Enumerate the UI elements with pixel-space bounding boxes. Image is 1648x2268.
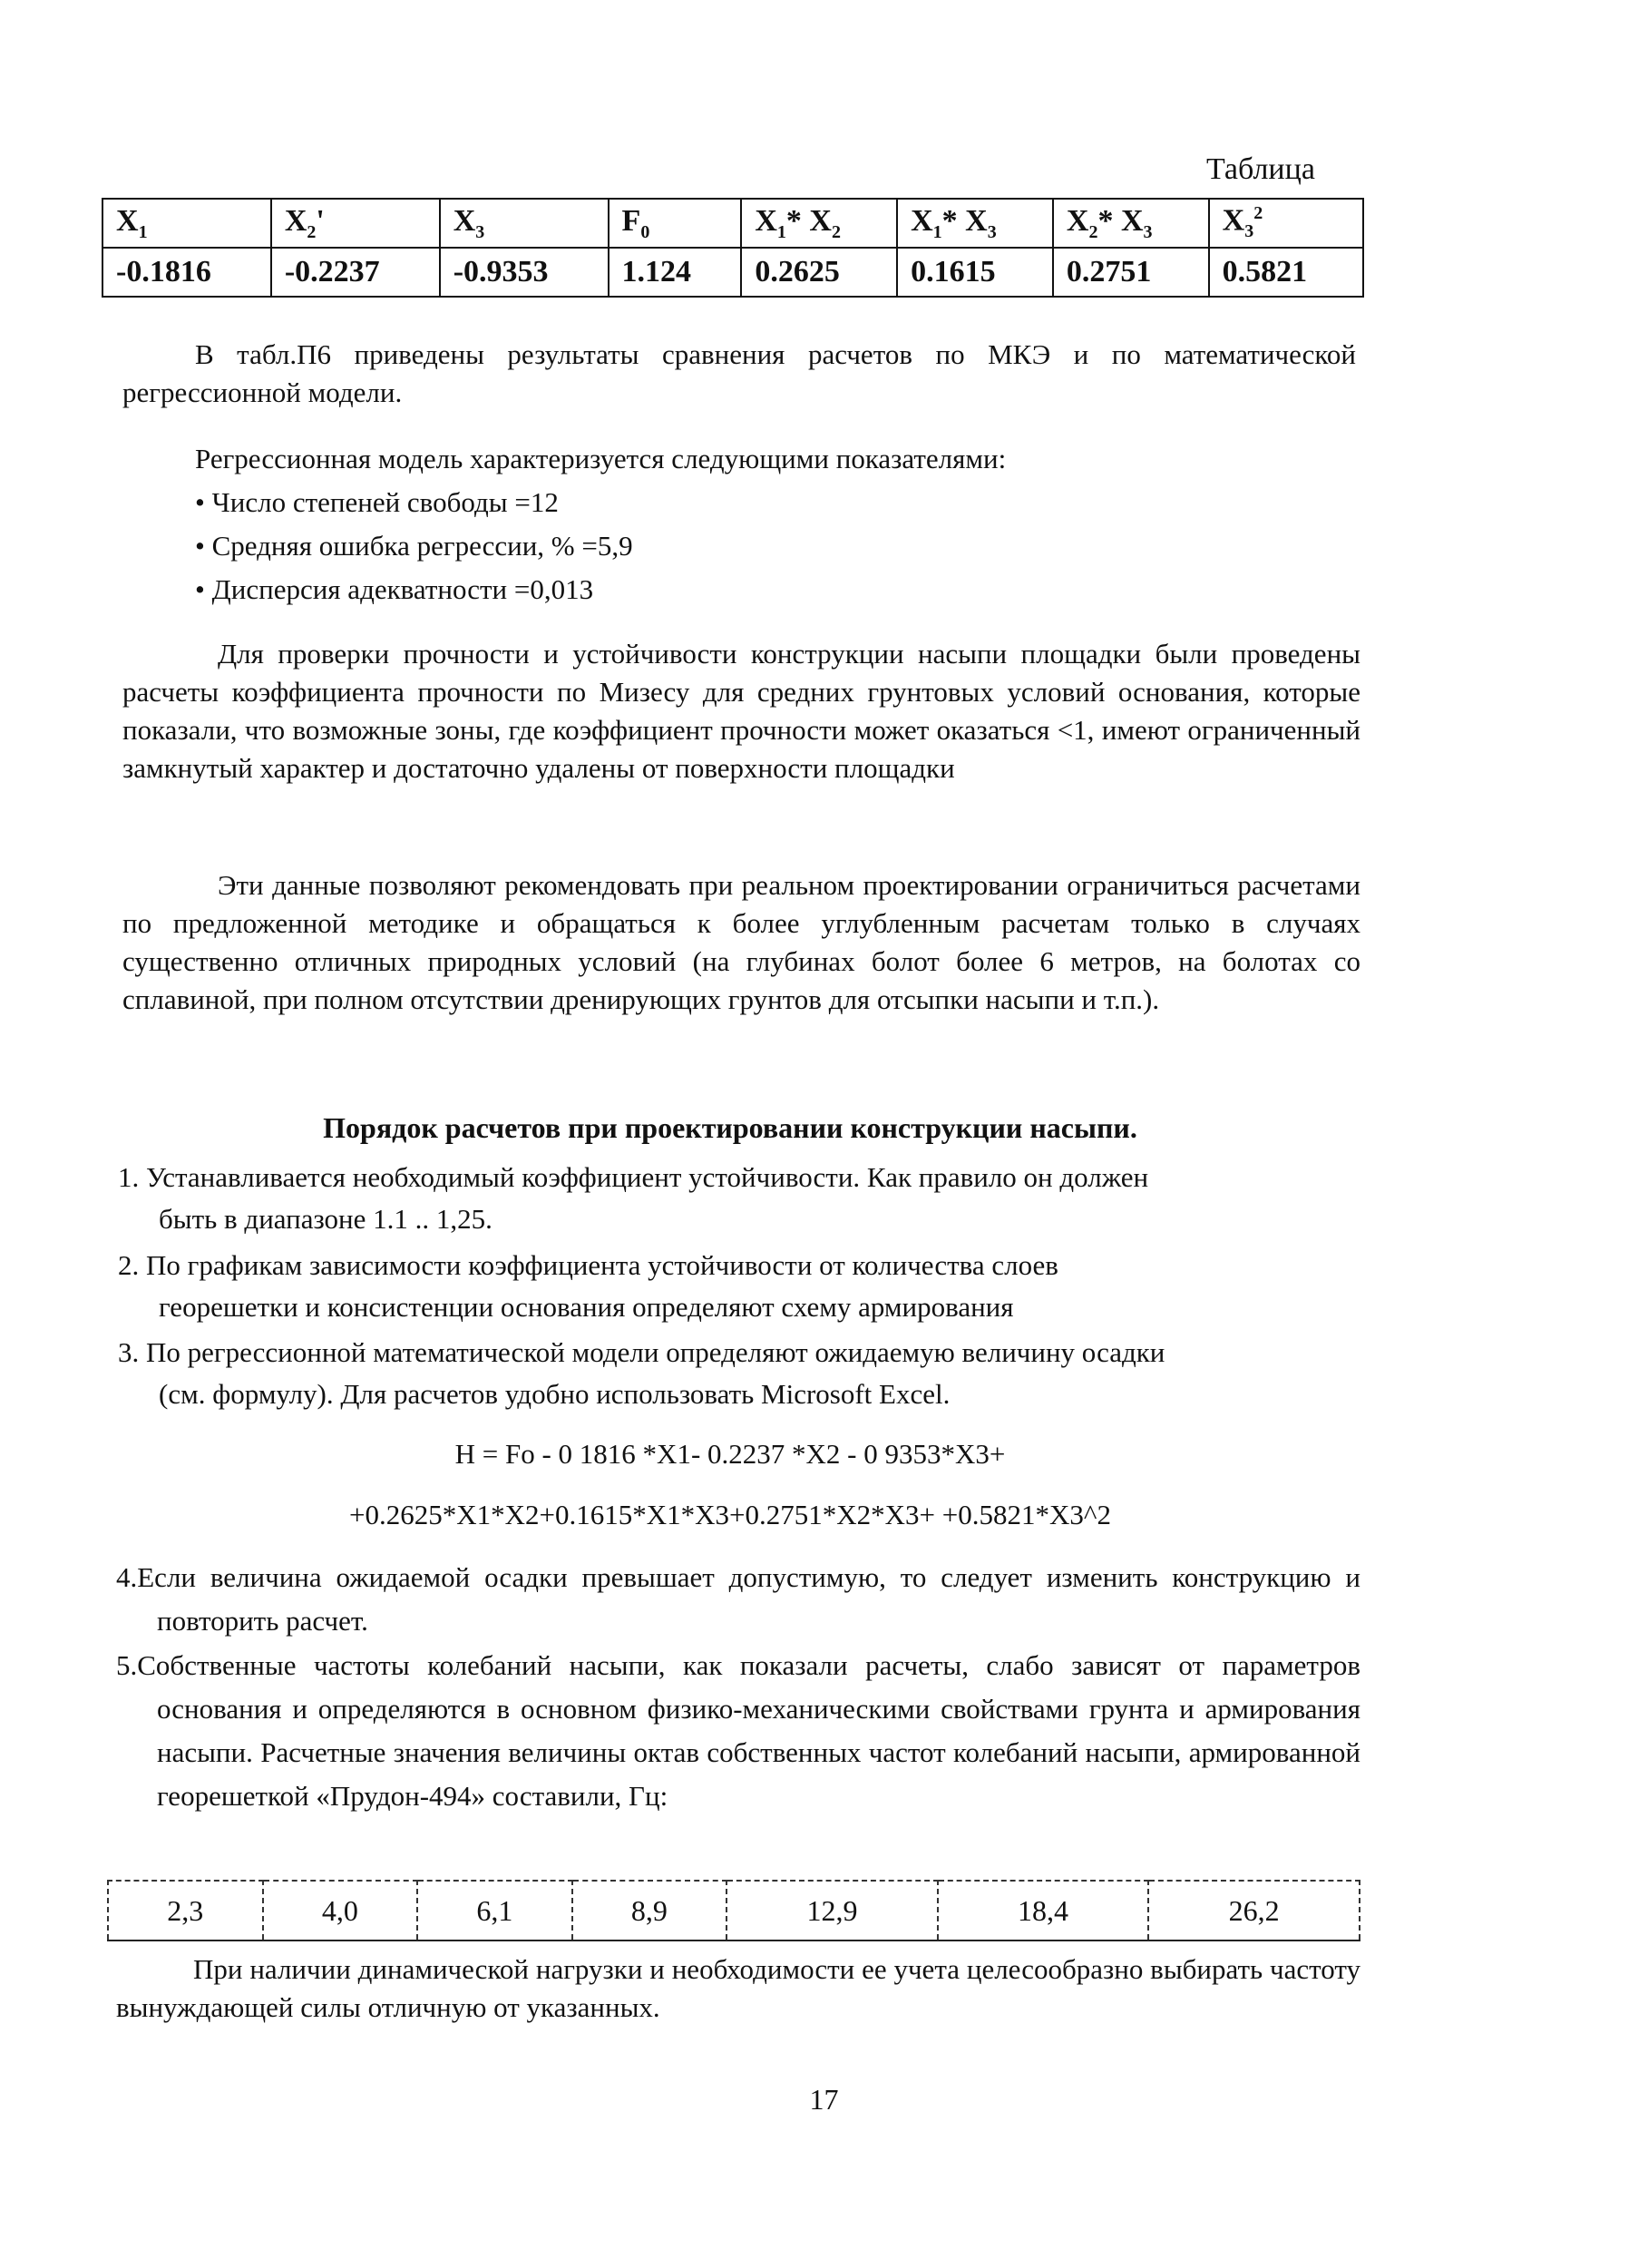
- strength-paragraph: Для проверки прочности и устойчивости конструкции насыпи площадки были проведены расчеты коэффициента прочности по Мизесу для средних грунтовых условий основания, которые показали, что возможные зоны, где коэффициент прочности может оказаться <1, имеют ограниченный замкнутый характер и достаточно удалены от поверхности площадки: [122, 638, 1360, 784]
- bullet-item: • Число степеней свободы =12: [195, 486, 559, 518]
- step-1-line-2: быть в диапазоне 1.1 .. 1,25.: [159, 1203, 492, 1235]
- final-paragraph: При наличии динамической нагрузки и необходимости ее учета целесообразно выбирать частоту вынуждающей силы отличную от указанных.: [116, 1953, 1360, 2023]
- frequency-cell: 6,1: [417, 1881, 572, 1941]
- step-5-text: 5.Собственные частоты колебаний насыпи, как показали расчеты, слабо зависят от параметров основания и определяются в основном физико-механическими свойствами грунта и армирования насыпи. Расчетные значения величины октав собственных частот колебаний насыпи, армированной георешеткой «Прудон-494» составили, Гц:: [116, 1649, 1360, 1812]
- cell-value: -0.2237: [271, 248, 440, 297]
- step-3-line-2: (см. формулу). Для расчетов удобно использовать Microsoft Excel.: [159, 1378, 951, 1410]
- recommend-paragraph: Эти данные позволяют рекомендовать при реальном проектировании ограничиться расчетами по предложенной методике и обращаться к более углубленным расчетам только в случаях существенно отличных природных условий (на глубинах болот более 6 метров, на болотах со сплавиной, при полном отсутствии дренирующих грунтов для отсыпки насыпи и т.п.).: [122, 869, 1360, 1015]
- indicators-intro: Регрессионная модель характеризуется следующими показателями:: [195, 443, 1007, 474]
- frequency-cell: 4,0: [263, 1881, 418, 1941]
- formula-line-1: [100, 1438, 1360, 1471]
- table-row: [102, 248, 1363, 297]
- cell-value: -0.1816: [102, 248, 271, 297]
- header-x1: $X_1$: [102, 199, 271, 248]
- step-4-text: 4.Если величина ожидаемой осадки превышает допустимую, то следует изменить конструкцию и повторить расчет.: [116, 1561, 1360, 1637]
- formula-line-1-text: H = Fo - 0 1816 *X1- 0.2237 *X2 - 0 9353*X3+: [454, 1438, 1006, 1470]
- strength-paragraph-block: [122, 635, 1360, 787]
- table-row: [108, 1881, 1360, 1941]
- cell-value: -0.9353: [440, 248, 609, 297]
- step-3: [118, 1332, 1370, 1415]
- frequency-cell: 26,2: [1148, 1881, 1360, 1941]
- frequency-cell: 8,9: [572, 1881, 727, 1941]
- header-x3: $X_3$: [440, 199, 609, 248]
- bullet-item: • Дисперсия адекватности =0,013: [195, 573, 594, 605]
- step-5: [116, 1644, 1360, 1818]
- step-3-line-1: 3. По регрессионной математической модели определяют ожидаемую величину осадки: [118, 1336, 1165, 1368]
- coefficients-table: [102, 198, 1364, 298]
- step-4: [116, 1556, 1360, 1643]
- formula-line-2-text: +0.2625*X1*X2+0.1615*X1*X3+0.2751*X2*X3+ +0.5821*X3^2: [349, 1499, 1111, 1530]
- section-heading: Порядок расчетов при проектировании конструкции насыпи.: [323, 1111, 1137, 1144]
- bullet-item: • Средняя ошибка регрессии, % =5,9: [195, 530, 633, 562]
- table-caption: Таблица: [1206, 152, 1315, 186]
- formula-line-2: [100, 1499, 1360, 1531]
- header-x1x2: $X_1*$ $X_2$: [741, 199, 897, 248]
- step-1: [118, 1157, 1370, 1240]
- table-header-row: [102, 199, 1363, 248]
- recommend-paragraph-block: [122, 866, 1360, 1019]
- header-x1x3: $X_1*$ $X_3$: [897, 199, 1053, 248]
- cell-value: 0.5821: [1209, 248, 1363, 297]
- cell-value: 0.1615: [897, 248, 1053, 297]
- model-indicators: [195, 437, 1365, 611]
- intro-block: [122, 336, 1356, 412]
- cell-value: 1.124: [609, 248, 742, 297]
- frequency-table: [107, 1880, 1360, 1941]
- header-f0: $F_0$: [609, 199, 742, 248]
- step-2-line-2: георешетки и консистенции основания определяют схему армирования: [159, 1291, 1014, 1323]
- frequency-cell: 2,3: [108, 1881, 263, 1941]
- intro-paragraph: В табл.П6 приведены результаты сравнения расчетов по МКЭ и по математической регрессионной модели.: [122, 338, 1356, 408]
- step-2: [118, 1245, 1370, 1328]
- header-x2x3: $X_2*$ $X_3$: [1053, 199, 1209, 248]
- frequency-cell: 18,4: [938, 1881, 1149, 1941]
- step-1-line-1: 1. Устанавливается необходимый коэффициент устойчивости. Как правило он должен: [118, 1161, 1149, 1193]
- final-paragraph-block: [116, 1950, 1360, 2027]
- page-number: 17: [809, 2083, 839, 2116]
- step-2-line-1: 2. По графикам зависимости коэффициента устойчивости от количества слоев: [118, 1249, 1058, 1281]
- header-x2: $X_2'$: [271, 199, 440, 248]
- cell-value: 0.2625: [741, 248, 897, 297]
- frequency-cell: 12,9: [726, 1881, 938, 1941]
- cell-value: 0.2751: [1053, 248, 1209, 297]
- header-x3sq: $X_3^2$: [1209, 199, 1363, 248]
